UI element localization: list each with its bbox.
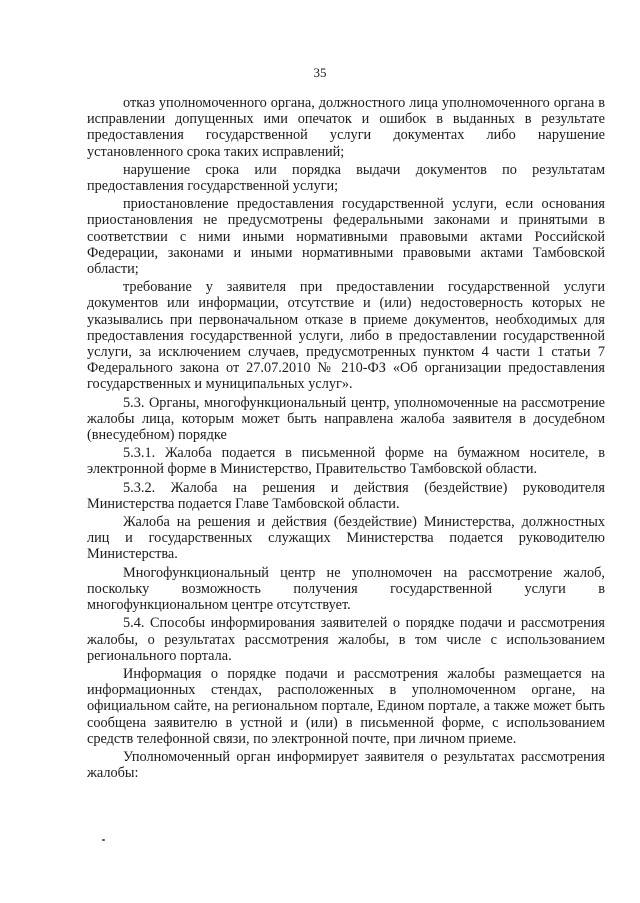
paragraph: Информация о порядке подачи и рассмотрения жалобы размещается на информационных стендах, расположенных в уполномоченном органе, на официальном сайте, на региональном портале, Едином портале, а также может быть сообщена заявителю в устной и (или) в письменной форме, с использованием средств телефонной связи, по электронной почте, при личном приеме.	[87, 665, 605, 747]
paragraph: отказ уполномоченного органа, должностного лица уполномоченного органа в исправлении допущенных ими опечаток и ошибок в выданных в результате предоставления государственной услуги документах либо нарушение установленного срока таких исправлений;	[87, 95, 605, 160]
paragraph: Жалоба на решения и действия (бездействие) Министерства, должностных лиц и государственных служащих Министерства подается руководителю Министерства.	[87, 514, 605, 563]
paragraph: Многофункциональный центр не уполномочен на рассмотрение жалоб, поскольку возможность получения государственной услуги в многофункциональном центре отсутствует.	[87, 564, 605, 614]
paragraph: Уполномоченный орган информирует заявителя о результатах рассмотрения жалобы:	[87, 748, 605, 782]
paragraph: 5.3.1. Жалоба подается в письменной форме на бумажном носителе, в электронной форме в Министерство, Правительство Тамбовской области.	[87, 445, 605, 478]
page-number: 35	[313, 65, 327, 80]
section-heading-5-3: 5.3. Органы, многофункциональный центр, уполномоченные на рассмотрение жалобы лица, которым может быть направлена жалоба заявителя в досудебном (внесудебном) порядке	[87, 394, 605, 444]
paragraph: 5.3.2. Жалоба на решения и действия (бездействие) руководителя Министерства подается Главе Тамбовской области.	[87, 479, 605, 512]
paragraph: нарушение срока или порядка выдачи документов по результатам предоставления государственной услуги;	[87, 161, 605, 195]
paragraph: требование у заявителя при предоставлении государственной услуги документов или информации, отсутствие и (или) недостоверность которых не указывались при первоначальном отказе в приеме документов, необходимых для предоставления государственной услуги, либо в предоставлении государственной услуги, за исключением случаев, предусмотренных пунктом 4 части 1 статьи 7 Федерального закона от 27.07.2010 № 210-ФЗ «Об организации предоставления государственных и муниципальных услуг».	[87, 279, 605, 393]
scan-speck	[102, 839, 105, 841]
document-body	[87, 95, 605, 783]
paragraph: приостановление предоставления государственной услуги, если основания приостановления не предусмотрены федеральными законами и принятыми в соответствии с ними иными нормативными правовыми актами Российской Федерации, законами и иными нормативными правовыми актами Тамбовской области;	[87, 196, 605, 278]
section-heading-5-4: 5.4. Способы информирования заявителей о порядке подачи и рассмотрения жалобы, о результатах рассмотрения жалобы, в том числе с использованием регионального портала.	[87, 615, 605, 664]
